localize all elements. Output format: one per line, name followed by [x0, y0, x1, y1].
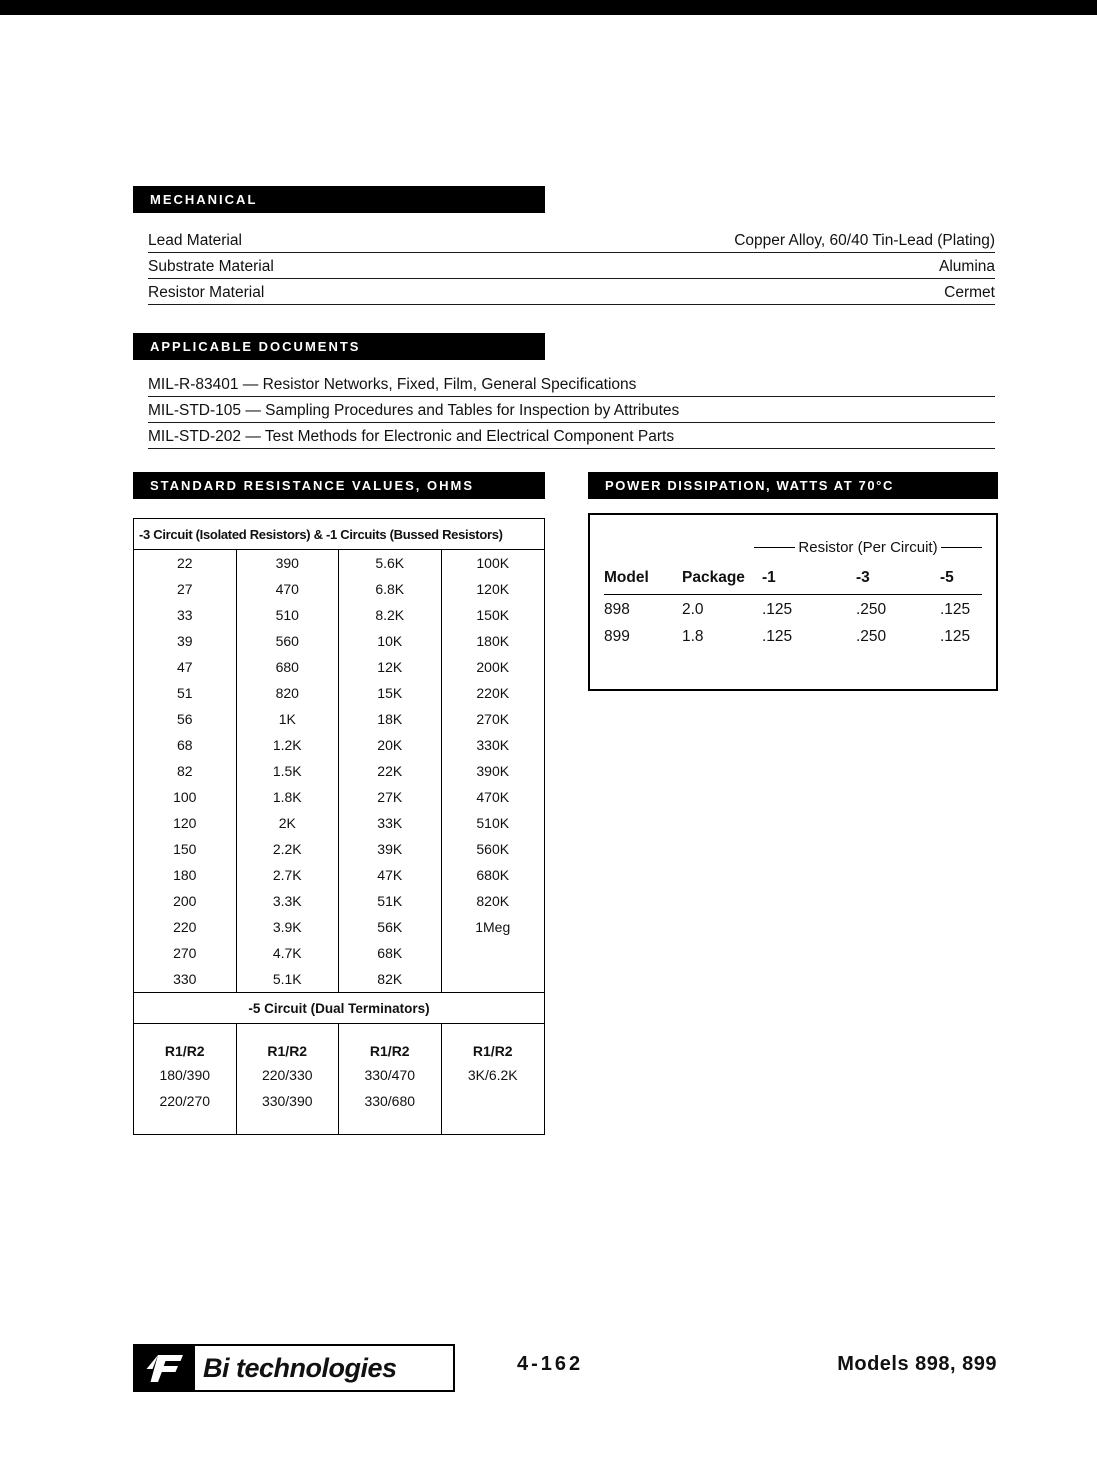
resistance-value: 180 — [134, 862, 237, 888]
resistance-value: 2.2K — [237, 836, 340, 862]
resistance-table-header: -3 Circuit (Isolated Resistors) & -1 Circuits (Bussed Resistors) — [134, 519, 544, 550]
resistance-value: 330 — [134, 966, 237, 992]
dual-value: 220/330 — [237, 1062, 340, 1088]
resistance-value: 6.8K — [339, 576, 442, 602]
left-rule — [754, 547, 795, 548]
spec-label: Lead Material — [148, 232, 242, 249]
resistance-value: 220 — [134, 914, 237, 940]
resistance-value: 150 — [134, 836, 237, 862]
power-value: 1.8 — [682, 628, 704, 645]
power-value: 899 — [604, 628, 630, 645]
logo-glyph-icon — [145, 1352, 185, 1384]
resistance-value: 27K — [339, 784, 442, 810]
power-col-header: Model — [604, 569, 649, 586]
dual-col-header: R1/R2 — [339, 1024, 442, 1062]
resistance-value: 22K — [339, 758, 442, 784]
power-dissipation-table — [588, 513, 998, 691]
resistor-per-circuit-header — [754, 539, 982, 556]
resistance-value: 510K — [476, 815, 510, 831]
resistance-value: 470 — [237, 576, 340, 602]
resistance-value: 47 — [134, 654, 237, 680]
document-item: MIL-STD-202 — Test Methods for Electronic and Electrical Component Parts — [148, 423, 995, 449]
resistance-value: 27 — [134, 576, 237, 602]
spec-value: Cermet — [944, 284, 995, 301]
resistance-value: 56 — [134, 706, 237, 732]
resistance-value: 510 — [237, 602, 340, 628]
top-black-bar — [0, 0, 1097, 15]
dual-value: 3K/6.2K — [467, 1067, 518, 1083]
spec-row — [148, 253, 995, 279]
dual-grid — [134, 1024, 544, 1134]
resistance-value: 22 — [134, 550, 237, 576]
resistance-value: 33K — [339, 810, 442, 836]
spacer — [134, 1114, 237, 1134]
resistance-value: 47K — [339, 862, 442, 888]
dual-col-header: R1/R2 — [472, 1043, 513, 1059]
right-rule — [941, 547, 982, 548]
resistance-value: 10K — [339, 628, 442, 654]
power-value: .125 — [940, 601, 971, 618]
power-col-header: Package — [682, 569, 745, 586]
resistance-value: 8.2K — [339, 602, 442, 628]
resistance-value: 820K — [476, 893, 510, 909]
spacer — [442, 1114, 545, 1134]
spacer — [237, 1114, 340, 1134]
resistance-value: 1K — [237, 706, 340, 732]
dual-value: 220/270 — [134, 1088, 237, 1114]
power-value: 2.0 — [682, 601, 704, 618]
resistance-value: 820 — [237, 680, 340, 706]
power-value: 898 — [604, 601, 630, 618]
spacer — [339, 1114, 442, 1134]
resistance-value: 2.7K — [237, 862, 340, 888]
resistance-value: 68 — [134, 732, 237, 758]
document-item: MIL-R-83401 — Resistor Networks, Fixed, Film, General Specifications — [148, 371, 995, 397]
spec-row — [148, 279, 995, 305]
resistance-value: 82K — [339, 966, 442, 992]
resistance-value: 180K — [476, 633, 510, 649]
resistance-value: 68K — [339, 940, 442, 966]
dual-value: 180/390 — [134, 1062, 237, 1088]
bi-logo-icon — [135, 1346, 195, 1390]
power-value: .125 — [762, 628, 793, 645]
resistance-value: 470K — [476, 789, 510, 805]
resistance-value: 2K — [237, 810, 340, 836]
power-value: .125 — [940, 628, 971, 645]
mechanical-rows — [148, 227, 995, 305]
resistance-value: 270 — [134, 940, 237, 966]
mechanical-section-header: MECHANICAL — [133, 186, 545, 213]
resistance-value: 270K — [476, 711, 510, 727]
resistance-value: 390 — [237, 550, 340, 576]
logo-text: Bi technologies — [203, 1352, 397, 1383]
resistance-value: 1.5K — [237, 758, 340, 784]
spec-label: Resistor Material — [148, 284, 265, 301]
power-col-header: -3 — [856, 569, 870, 586]
span-header-label: Resistor (Per Circuit) — [798, 539, 938, 556]
dual-value: 330/470 — [339, 1062, 442, 1088]
resistance-value: 680 — [237, 654, 340, 680]
resistance-value: 33 — [134, 602, 237, 628]
resistance-value — [442, 940, 545, 966]
resistance-value: 3.3K — [237, 888, 340, 914]
models-label: Models 898, 899 — [837, 1353, 997, 1375]
resistance-value: 150K — [476, 607, 510, 623]
spec-label: Substrate Material — [148, 258, 274, 275]
power-value: .250 — [856, 601, 887, 618]
resistance-value: 220K — [476, 685, 510, 701]
resistance-value: 4.7K — [237, 940, 340, 966]
document-list — [148, 371, 995, 449]
document-item: MIL-STD-105 — Sampling Procedures and Tables for Inspection by Attributes — [148, 397, 995, 423]
power-value: .250 — [856, 628, 887, 645]
resistance-value: 200K — [476, 659, 510, 675]
dual-col-header: R1/R2 — [237, 1024, 340, 1062]
spec-value: Alumina — [939, 258, 995, 275]
resistance-value: 680K — [476, 867, 510, 883]
company-logo — [133, 1344, 455, 1392]
resistance-value: 100K — [476, 555, 510, 571]
resistance-grid — [134, 550, 544, 992]
resistance-value: 15K — [339, 680, 442, 706]
resistance-value: 100 — [134, 784, 237, 810]
resistance-value: 560K — [476, 841, 510, 857]
resistance-value: 560 — [237, 628, 340, 654]
dual-value: 330/390 — [237, 1088, 340, 1114]
power-col-header: -5 — [940, 569, 954, 586]
power-section-header: POWER DISSIPATION, WATTS AT 70°C — [588, 472, 998, 499]
dual-value: 330/680 — [339, 1088, 442, 1114]
resistance-value: 39K — [339, 836, 442, 862]
resistance-value: 3.9K — [237, 914, 340, 940]
dual-value — [442, 1088, 545, 1114]
resistance-section-header: STANDARD RESISTANCE VALUES, OHMS — [133, 472, 545, 499]
resistance-value: 1.8K — [237, 784, 340, 810]
page-number: 4-162 — [517, 1353, 584, 1375]
resistance-value: 5.6K — [339, 550, 442, 576]
resistance-value: 390K — [476, 763, 510, 779]
resistance-value: 12K — [339, 654, 442, 680]
spec-row — [148, 227, 995, 253]
resistance-value: 1.2K — [237, 732, 340, 758]
power-row — [604, 625, 982, 649]
resistance-value: 330K — [476, 737, 510, 753]
resistance-value: 200 — [134, 888, 237, 914]
resistance-value: 120K — [476, 581, 510, 597]
applicable-documents-section-header: APPLICABLE DOCUMENTS — [133, 333, 545, 360]
power-rows — [604, 598, 982, 649]
resistance-value: 18K — [339, 706, 442, 732]
resistance-value: 56K — [339, 914, 442, 940]
power-row — [604, 598, 982, 622]
resistance-value: 120 — [134, 810, 237, 836]
resistance-table — [133, 518, 545, 1135]
resistance-value: 39 — [134, 628, 237, 654]
power-header-row — [604, 566, 982, 595]
resistance-value: 5.1K — [237, 966, 340, 992]
dual-col-header: R1/R2 — [134, 1024, 237, 1062]
resistance-value — [442, 966, 545, 992]
power-col-header: -1 — [762, 569, 776, 586]
resistance-value: 82 — [134, 758, 237, 784]
dual-terminators-header: -5 Circuit (Dual Terminators) — [134, 992, 544, 1024]
spec-value: Copper Alloy, 60/40 Tin-Lead (Plating) — [734, 232, 995, 249]
power-value: .125 — [762, 601, 793, 618]
resistance-value: 1Meg — [475, 919, 511, 935]
resistance-value: 51 — [134, 680, 237, 706]
resistance-value: 20K — [339, 732, 442, 758]
resistance-value: 51K — [339, 888, 442, 914]
